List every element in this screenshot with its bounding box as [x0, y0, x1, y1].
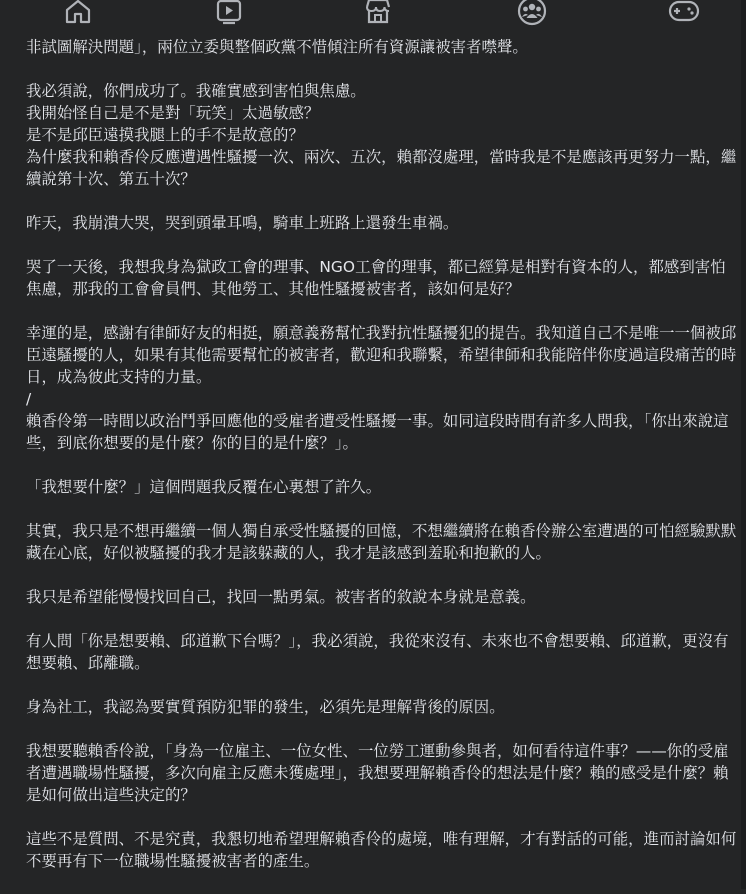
post-paragraph: 有人問「你是想要賴、邱道歉下台嗎？」，我必須說，我從來沒有、未來也不會想要賴、邱道歉，更沒有想要賴、邱離職。: [26, 632, 729, 672]
post-paragraph: 其實，我只是不想再繼續一個人獨自承受性騷擾的回憶，不想繼續將在賴香伶辦公室遭遇的可怕經驗默默藏在心底，好似被騷擾的我才是該躲藏的人，我才是該感到羞恥和抱歉的人。: [26, 522, 737, 562]
post-paragraph: 昨天，我崩潰大哭，哭到頭暈耳鳴，騎車上班路上還發生車禍。: [26, 214, 459, 232]
post-paragraph: 賴香伶第一時間以政治鬥爭回應他的受雇者遭受性騷擾一事。如同這段時間有許多人問我，「你出來說這些，到底你想要的是什麼？你的目的是什麼？」。: [26, 412, 729, 452]
post-paragraph: 哭了一天後，我想我身為獄政工會的理事、NGO工會的理事，都已經算是相對有資本的人，都感到害怕焦慮，那我的工會會員們、其他勞工、其他性騷擾被害者，該如何是好？: [26, 258, 726, 298]
watch-icon[interactable]: [209, 0, 249, 26]
home-icon[interactable]: [58, 0, 98, 26]
post-paragraph: 我想要聽賴香伶說，「身為一位雇主、一位女性、一位勞工運動參與者，如何看待這件事？——你的受雇者遭遇職場性騷擾，多次向雇主反應未獲處理」，我想要理解賴香伶的想法是什麼？賴的感受是什麼？賴是如何做出這些決定的？: [26, 742, 729, 804]
post-paragraph: 身為社工，我認為要實質預防犯罪的發生，必須先是理解背後的原因。: [26, 698, 505, 716]
top-navigation-bar: [0, 0, 746, 34]
groups-icon[interactable]: [512, 0, 552, 26]
post-paragraph: 幸運的是，感謝有律師好友的相挺，願意義務幫忙我對抗性騷擾犯的提告。我知道自己不是唯一一個被邱臣遠騷擾的人，如果有其他需要幫忙的被害者，歡迎和我聯繫，希望律師和我能陪伴你度過這段痛苦的時日，成為彼此支持的力量。: [26, 324, 737, 386]
post-paragraph: 我必須說，你們成功了。我確實感到害怕與焦慮。 我開始怪自己是不是對「玩笑」太過敏感？ 是不是邱臣遠摸我腿上的手不是故意的？ 為什麼我和賴香伶反應遭遇性騷擾一次、兩次、五次，賴都沒處理，當時我是不是應該再更努力一點，繼續說第十次、第五十次？: [26, 82, 737, 188]
marketplace-icon[interactable]: [358, 0, 398, 26]
post-text: [26, 36, 738, 894]
post-paragraph: 我只是希望能慢慢找回自己，找回一點勇氣。被害者的敘說本身就是意義。: [26, 588, 536, 606]
scrollbar-track[interactable]: [741, 0, 746, 889]
section-divider-slash: /: [26, 390, 32, 408]
gaming-icon[interactable]: [664, 0, 704, 26]
post-paragraph: 「我想要什麼？」這個問題我反覆在心裏想了許久。: [26, 478, 382, 496]
post-paragraph: 這些不是質問、不是究責，我懇切地希望理解賴香伶的處境，唯有理解，才有對話的可能，進而討論如何不要再有下一位職場性騷擾被害者的產生。: [26, 830, 737, 870]
post-paragraph: 非試圖解決問題」，兩位立委與整個政黨不惜傾注所有資源讓被害者噤聲。: [26, 38, 528, 56]
